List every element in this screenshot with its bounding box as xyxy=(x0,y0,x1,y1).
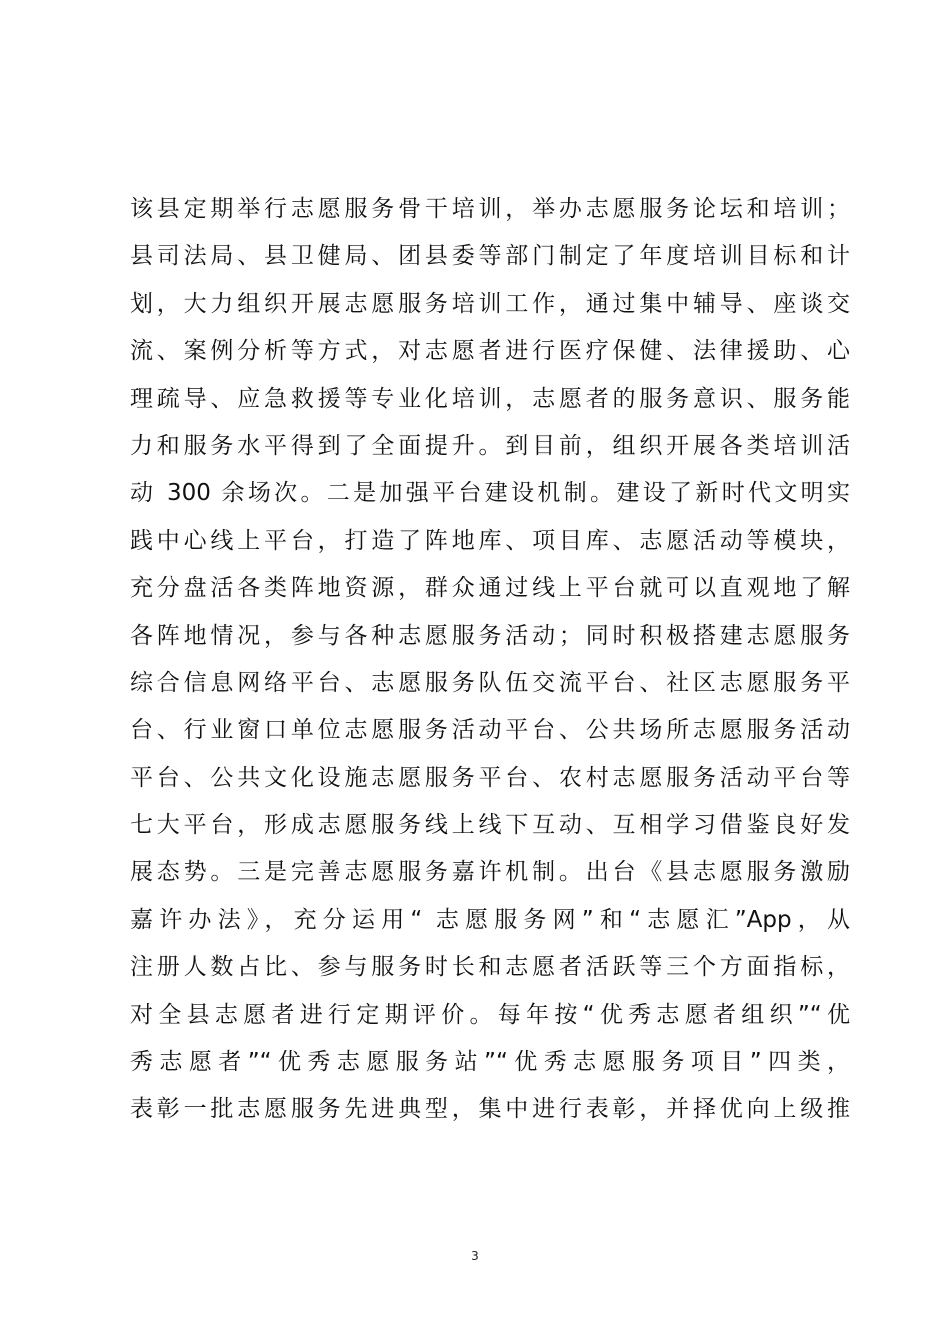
text-line: 台、行业窗口单位志愿服务活动平台、公共场所志愿服务活动 xyxy=(130,717,850,744)
text-line: 践中心线上平台，打造了阵地库、项目库、志愿活动等模块， xyxy=(130,527,850,554)
text-line: 流、案例分析等方式，对志愿者进行医疗保健、法律援助、心 xyxy=(130,338,850,365)
text-line: 七大平台，形成志愿服务线上线下互动、互相学习借鉴良好发 xyxy=(130,812,850,839)
body-paragraph xyxy=(130,186,850,1134)
text-line: 注册人数占比、参与服务时长和志愿者活跃等三个方面指标， xyxy=(130,954,850,981)
text-line: 平台、公共文化设施志愿服务平台、农村志愿服务活动平台等 xyxy=(130,764,850,791)
text-line: 对全县志愿者进行定期评价。每年按“优秀志愿者组织”“优 xyxy=(130,1001,850,1028)
text-line: 各阵地情况，参与各种志愿服务活动；同时积极搭建志愿服务 xyxy=(130,622,850,649)
text-line: 该县定期举行志愿服务骨干培训，举办志愿服务论坛和培训； xyxy=(130,196,850,222)
text-line: 综合信息网络平台、志愿服务队伍交流平台、社区志愿服务平 xyxy=(130,669,850,696)
text-line: 理疏导、应急救援等专业化培训，志愿者的服务意识、服务能 xyxy=(130,385,850,412)
text-line: 充分盘活各类阵地资源，群众通过线上平台就可以直观地了解 xyxy=(130,575,850,602)
text-line: 嘉许办法》，充分运用“ 志愿服务网”和“志愿汇”App，从 xyxy=(130,906,850,933)
page-number: 3 xyxy=(471,1249,479,1263)
text-line: 动 300 余场次。二是加强平台建设机制。建设了新时代文明实 xyxy=(130,480,850,507)
text-line: 表彰一批志愿服务先进典型，集中进行表彰，并择优向上级推 xyxy=(130,1096,850,1123)
text-line: 划，大力组织开展志愿服务培训工作，通过集中辅导、座谈交 xyxy=(130,290,850,317)
text-line: 力和服务水平得到了全面提升。到目前，组织开展各类培训活 xyxy=(130,432,850,459)
text-line: 展态势。三是完善志愿服务嘉许机制。出台《县志愿服务激励 xyxy=(130,859,850,886)
text-line: 县司法局、县卫健局、团县委等部门制定了年度培训目标和计 xyxy=(130,243,850,270)
text-line: 秀志愿者”“优秀志愿服务站”“优秀志愿服务项目”四类， xyxy=(130,1049,850,1076)
